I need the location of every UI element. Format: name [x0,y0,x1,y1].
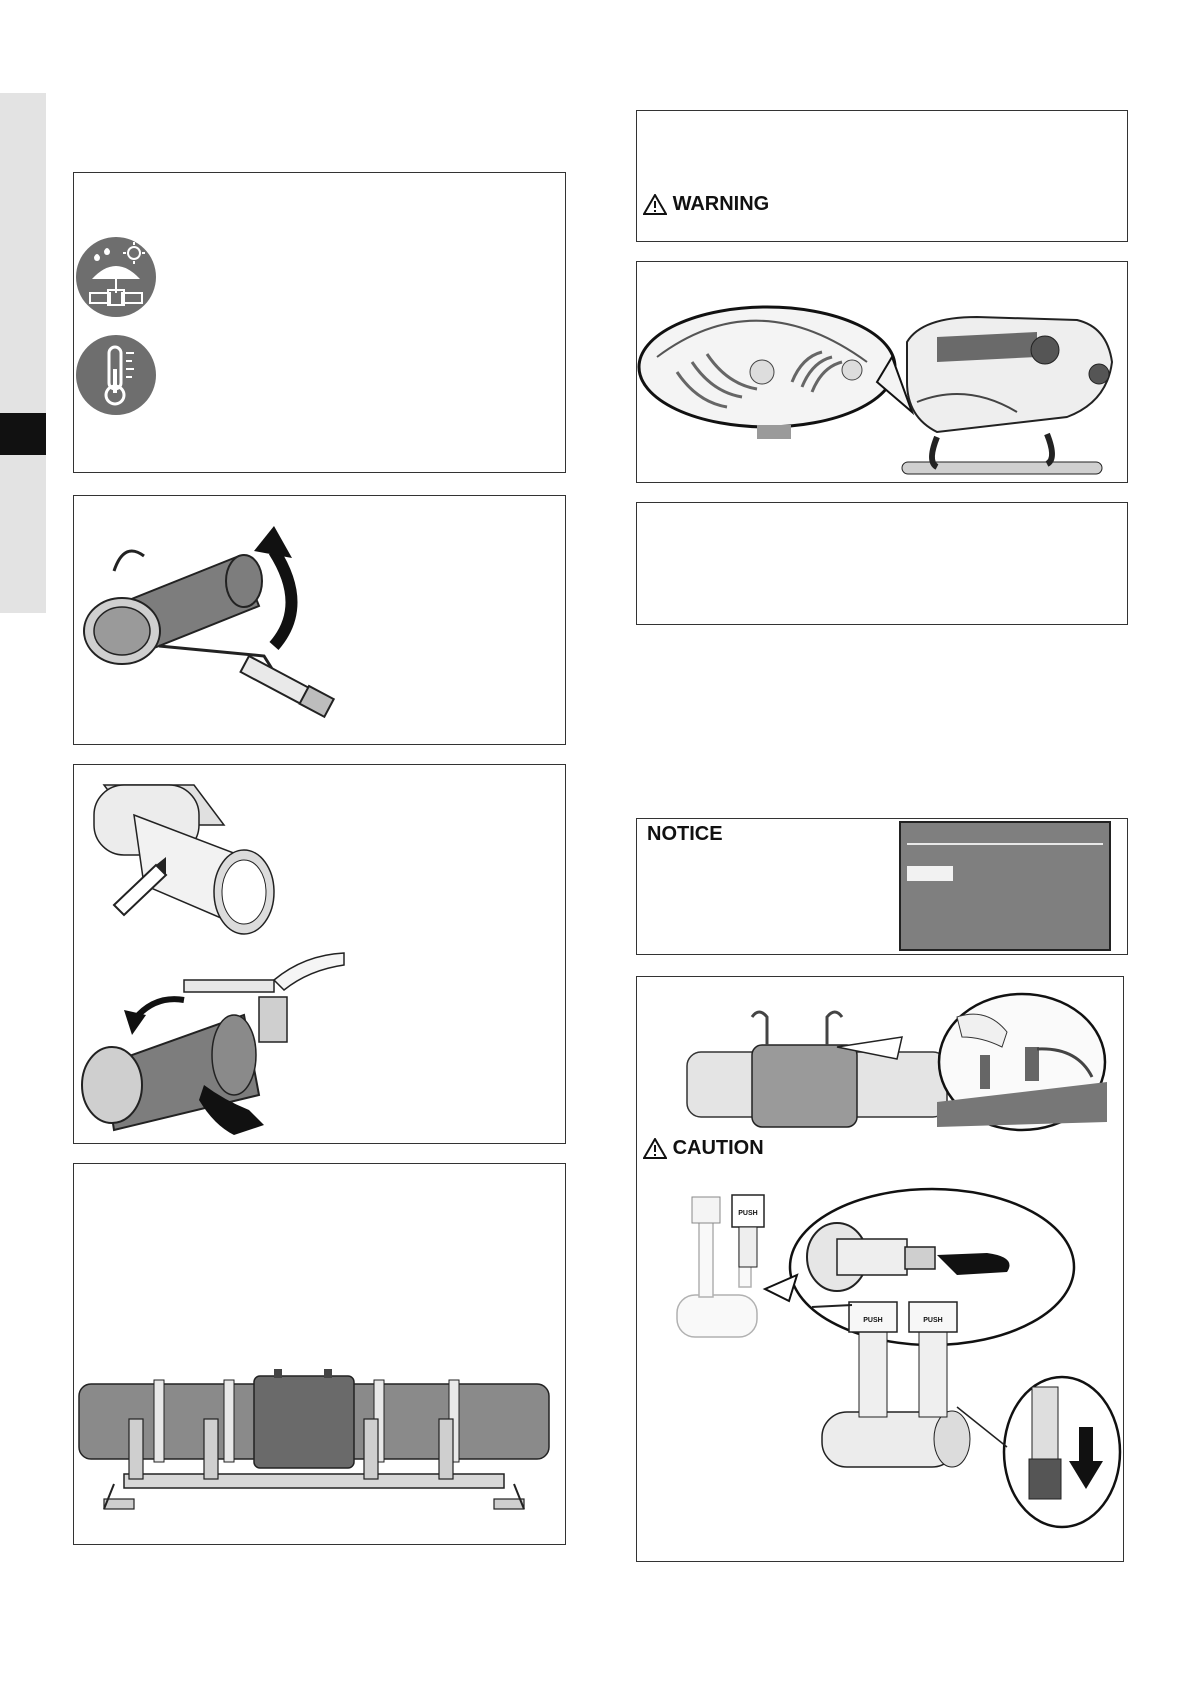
caution-text: CAUTION [672,1137,764,1160]
welding-unit-illustration [637,262,1126,481]
thermometer-icon [74,333,158,417]
welding-unit-illustration-box [636,261,1128,483]
push-connector-illustration [637,1177,1122,1557]
chapter-tab-strip [0,93,46,613]
notice-box [636,818,1128,955]
notice-display-panel [899,821,1111,951]
environment-conditions-box [73,172,566,473]
warning-text: WARNING [672,193,770,216]
warning-label [643,193,769,216]
weather-protection-icon [74,235,158,319]
notice-panel-tag [907,866,953,881]
push-label-1: PUSH [738,1210,758,1217]
notice-panel-divider [907,843,1103,845]
terminal-connection-illustration [637,977,1122,1137]
alignment-clamp-illustration [74,1164,564,1543]
notice-label: NOTICE [647,823,723,845]
warning-box [636,110,1128,242]
warning-triangle-icon [643,194,667,215]
pipe-scraping-illustration-box [73,495,566,745]
marking-illustration [74,765,564,1142]
push-label-3: PUSH [923,1317,943,1324]
caution-label [643,1137,764,1160]
instruction-box [636,502,1128,625]
marking-scraping-illustration-box [73,764,566,1144]
caution-connection-box [636,976,1124,1562]
chapter-tab-marker [0,413,46,455]
pipe-scraper-illustration [74,496,564,743]
push-label-2: PUSH [863,1317,883,1324]
caution-triangle-icon [643,1138,667,1159]
pipe-alignment-clamp-box [73,1163,566,1545]
